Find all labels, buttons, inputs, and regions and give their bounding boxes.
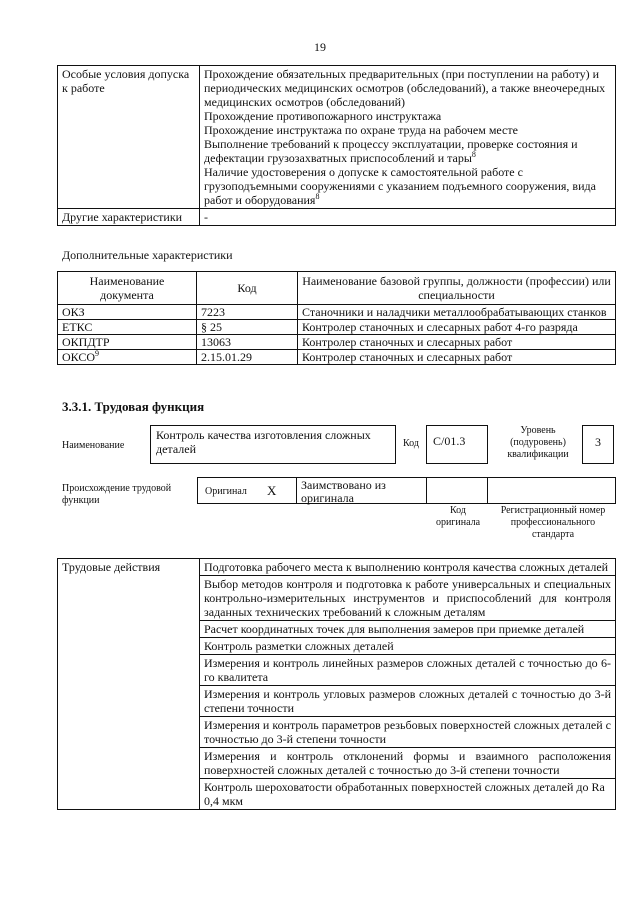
reg-number-box — [487, 477, 616, 504]
table-header-row — [58, 272, 616, 305]
action-item: Измерения и контроль отклонений формы и взаимного расположения поверхностей сложных деталей с точностью до 3-й степени точности — [200, 748, 616, 779]
doc-cell: ЕТКС — [58, 320, 197, 335]
condition-line: Прохождение обязательных предварительных (при поступлении на работу) и периодических медицинских осмотров (обследований), а также внеочередных медицинских осмотров (обследований) — [204, 67, 606, 109]
section-title: 3.3.1. Трудовая функция — [62, 399, 205, 414]
footnote-mark: 8 — [471, 150, 476, 159]
action-item: Измерения и контроль параметров резьбовых поверхностей сложных деталей с точностью до 3-й степени точности — [200, 717, 616, 748]
condition-line: Прохождение инструктажа по охране труда на рабочем месте — [204, 123, 518, 137]
doc-cell — [58, 350, 197, 365]
footnote-mark: 8 — [315, 192, 320, 201]
actions-label: Трудовые действия — [58, 559, 200, 810]
condition-line — [204, 137, 611, 165]
table-row — [58, 335, 616, 350]
table-row — [58, 66, 616, 209]
actions-table — [57, 558, 616, 810]
function-name-box: Контроль качества изготовления сложных деталей — [150, 425, 396, 464]
other-value: - — [200, 209, 616, 226]
action-item: Контроль шероховатости обработанных поверхностей сложных деталей до Ra 0,4 мкм — [200, 779, 616, 810]
doc-cell-text: ОКСО — [62, 350, 96, 364]
reg-number-label: Регистрационный номер профессионального стандарта — [500, 505, 606, 540]
code-original-label: Код оригинала — [435, 505, 481, 528]
action-item: Измерения и контроль угловых размеров сложных деталей с точностью до 3-й степени точности — [200, 686, 616, 717]
action-item: Подготовка рабочего места к выполнению контроля качества сложных деталей — [200, 559, 616, 576]
code-cell: 13063 — [197, 335, 298, 350]
name-cell: Станочники и наладчики металлообрабатывающих станков — [298, 305, 616, 320]
level-box: 3 — [582, 425, 614, 464]
conditions-label: Особые условия допуска к работе — [58, 66, 200, 209]
table-row — [58, 320, 616, 335]
table-row — [58, 350, 616, 365]
name-cell: Контролер станочных и слесарных работ — [298, 335, 616, 350]
code-cell: 2.15.01.29 — [197, 350, 298, 365]
other-label: Другие характеристики — [58, 209, 200, 226]
original-label: Оригинал — [205, 486, 247, 497]
doc-cell: ОКЗ — [58, 305, 197, 320]
action-item: Измерения и контроль линейных размеров сложных деталей с точностью до 6-го квалитета — [200, 655, 616, 686]
footnote-mark: 9 — [95, 349, 100, 358]
code-label: Код — [403, 438, 419, 449]
table-row — [58, 559, 616, 576]
condition-line — [204, 165, 611, 207]
table-row — [58, 209, 616, 226]
page-number: 19 — [314, 40, 326, 54]
name-cell: Контролер станочных и слесарных работ 4-го разряда — [298, 320, 616, 335]
level-label: Уровень (подуровень) квалификации — [507, 425, 569, 460]
additional-title: Дополнительные характеристики — [62, 248, 233, 262]
condition-line: Прохождение противопожарного инструктажа — [204, 109, 442, 123]
action-item: Контроль разметки сложных деталей — [200, 638, 616, 655]
origin-label: Происхождение трудовой функции — [62, 483, 172, 506]
action-item: Выбор методов контроля и подготовка к работе универсальных и специальных контрольно-измерительных инструментов и приспособлений для контроля заданных технических требований к сложным деталям — [200, 576, 616, 621]
conditions-value — [200, 66, 616, 209]
doc-cell: ОКПДТР — [58, 335, 197, 350]
original-mark: X — [267, 483, 277, 498]
borrowed-box: Заимствовано из оригинала — [296, 477, 427, 504]
table-row — [58, 305, 616, 320]
code-box: C/01.3 — [426, 425, 488, 464]
code-cell: 7223 — [197, 305, 298, 320]
action-item: Расчет координатных точек для выполнения замеров при приемке деталей — [200, 621, 616, 638]
condition-line-text: Выполнение требований к процессу эксплуатации, проверке состояния и дефектации грузозахватных приспособлений и тары — [204, 137, 578, 165]
name-cell: Контролер станочных и слесарных работ — [298, 350, 616, 365]
conditions-table — [57, 65, 616, 226]
code-cell: § 25 — [197, 320, 298, 335]
header-doc: Наименование документа — [58, 272, 197, 305]
additional-table — [57, 271, 616, 365]
condition-line-text: Наличие удостоверения о допуске к самостоятельной работе с грузоподъемными сооружениями с указанием подъемного сооружения, вида работ и оборудования — [204, 165, 596, 207]
function-name-label: Наименование — [62, 440, 125, 451]
header-name: Наименование базовой группы, должности (профессии) или специальности — [298, 272, 616, 305]
header-code: Код — [197, 272, 298, 305]
original-box — [197, 477, 297, 504]
code-original-box — [426, 477, 488, 504]
